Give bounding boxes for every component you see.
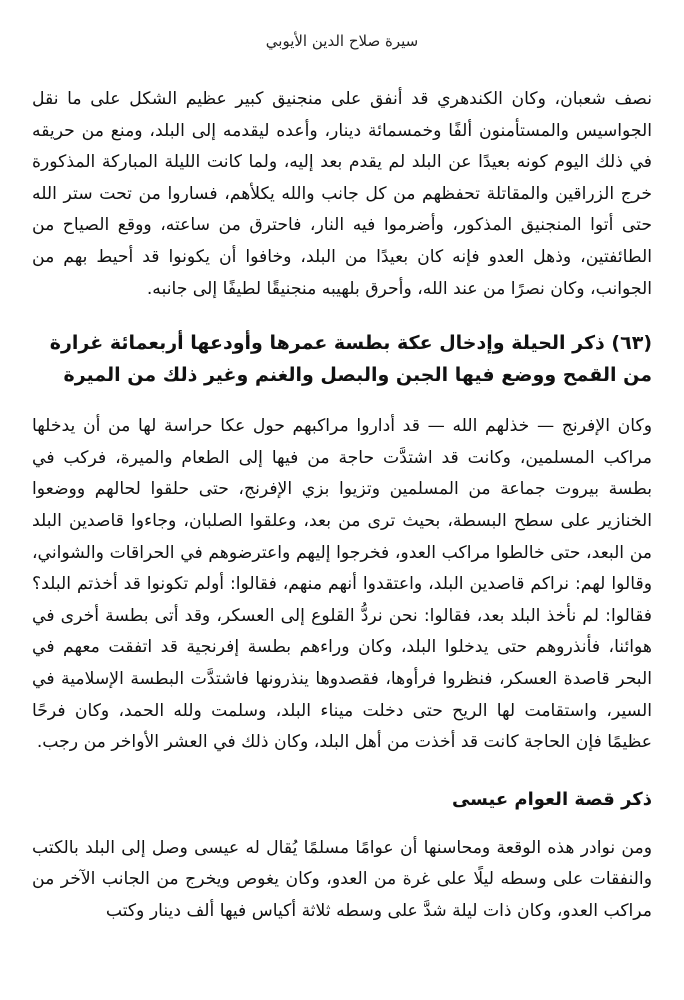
paragraph-2: وكان الإفرنج — خذلهم الله — قد أداروا مراكبهم حول عكا حراسة لها من أن يدخلها مراكب المسلمين، وكانت قد اشتدَّت حاجة من فيها إلى الطعام والميرة، فركب في بطسة بيروت جماعة من المسلمين وتزيوا بزي الإفرنج، حتى حلقوا لحالهم ووضعوا الخنازير على سطح البسطة، بحيث ترى من بعد، وعلقوا الصلبان، وجاءوا قاصدين البلد من البعد، حتى خالطوا مراكب العدو، فخرجوا إليهم واعترضوهم في الحراقات والشواني، وقالوا لهم: نراكم قاصدين البلد، واعتقدوا أنهم منهم، فقالوا: أولم تكونوا قد أخذتم البلد؟ فقالوا: لم نأخذ البلد بعد، فقالوا: نحن نردُّ القلوع إلى العسكر، وقد أتى بطسة أخرى في هوائنا، فأنذروهم حتى يدخلوا البلد، وكان وراءهم بطسة إفرنجية قد اتفقت معهم في البحر قاصدة العسكر، فنظروا فرأوها، فقصدوها ينذرونها فاشتدَّت البطسة الإسلامية في السير، واستقامت لها الريح حتى دخلت ميناء البلد، وسلمت ولله الحمد، وكان فرحًا عظيمًا فإن الحاجة كانت قد أخذت من أهل البلد، وكان ذلك في العشر الأواخر من رجب.: [32, 416, 652, 753]
paragraph-1: نصف شعبان، وكان الكندهري قد أنفق على منجنيق كبير عظيم الشكل على ما نقل الجواسيس والمستأمنون ألفًا وخمسمائة دينار، وأعده ليقدمه إلى البلد، ومنع من حريقه في ذلك اليوم كونه بعيدًا عن البلد لم يقدم بعد إليه، ولما كانت الليلة المباركة المذكورة خرج الزراقين والمقاتلة تحفظهم من كل جانب والله يكلأهم، فساروا من تحت ستر الله حتى أتوا المنجنيق المذكور، وأضرموا فيه النار، فاحترق من ساعته، ووقع الصياح من الطائفتين، وذهل العدو فإنه كان بعيدًا من البلد، وخافوا أن يكونوا قد أحيط بهم من الجوانب، وكان نصرًا من عند الله، وأحرق بلهيبه منجنيقًا لطيفًا إلى جانبه.: [32, 89, 652, 299]
section-heading-line-2: من القمح ووضع فيها الجبن والبصل والغنم وغير ذلك من الميرة: [63, 364, 652, 387]
paragraph-3: ومن نوادر هذه الوقعة ومحاسنها أن عوامًا مسلمًا يُقال له عيسى وصل إلى البلد بالكتب والنفقات على وسطه ليلًا على غرة من العدو، وكان يغوص ويخرج من الجانب الآخر من مراكب العدو، وكان ذات ليلة شدَّ على وسطه ثلاثة أكياس فيها ألف دينار وكتب: [32, 837, 652, 921]
subheading: ذكر قصة العوام عيسى: [451, 788, 652, 810]
section-heading: [32, 327, 652, 391]
section-heading-line-1: (٦٣) ذكر الحيلة وإدخال عكة بطسة عمرها وأودعها أربعمائة غرارة: [49, 332, 652, 355]
running-header: سيرة صلاح الدين الأيوبي: [265, 32, 419, 50]
